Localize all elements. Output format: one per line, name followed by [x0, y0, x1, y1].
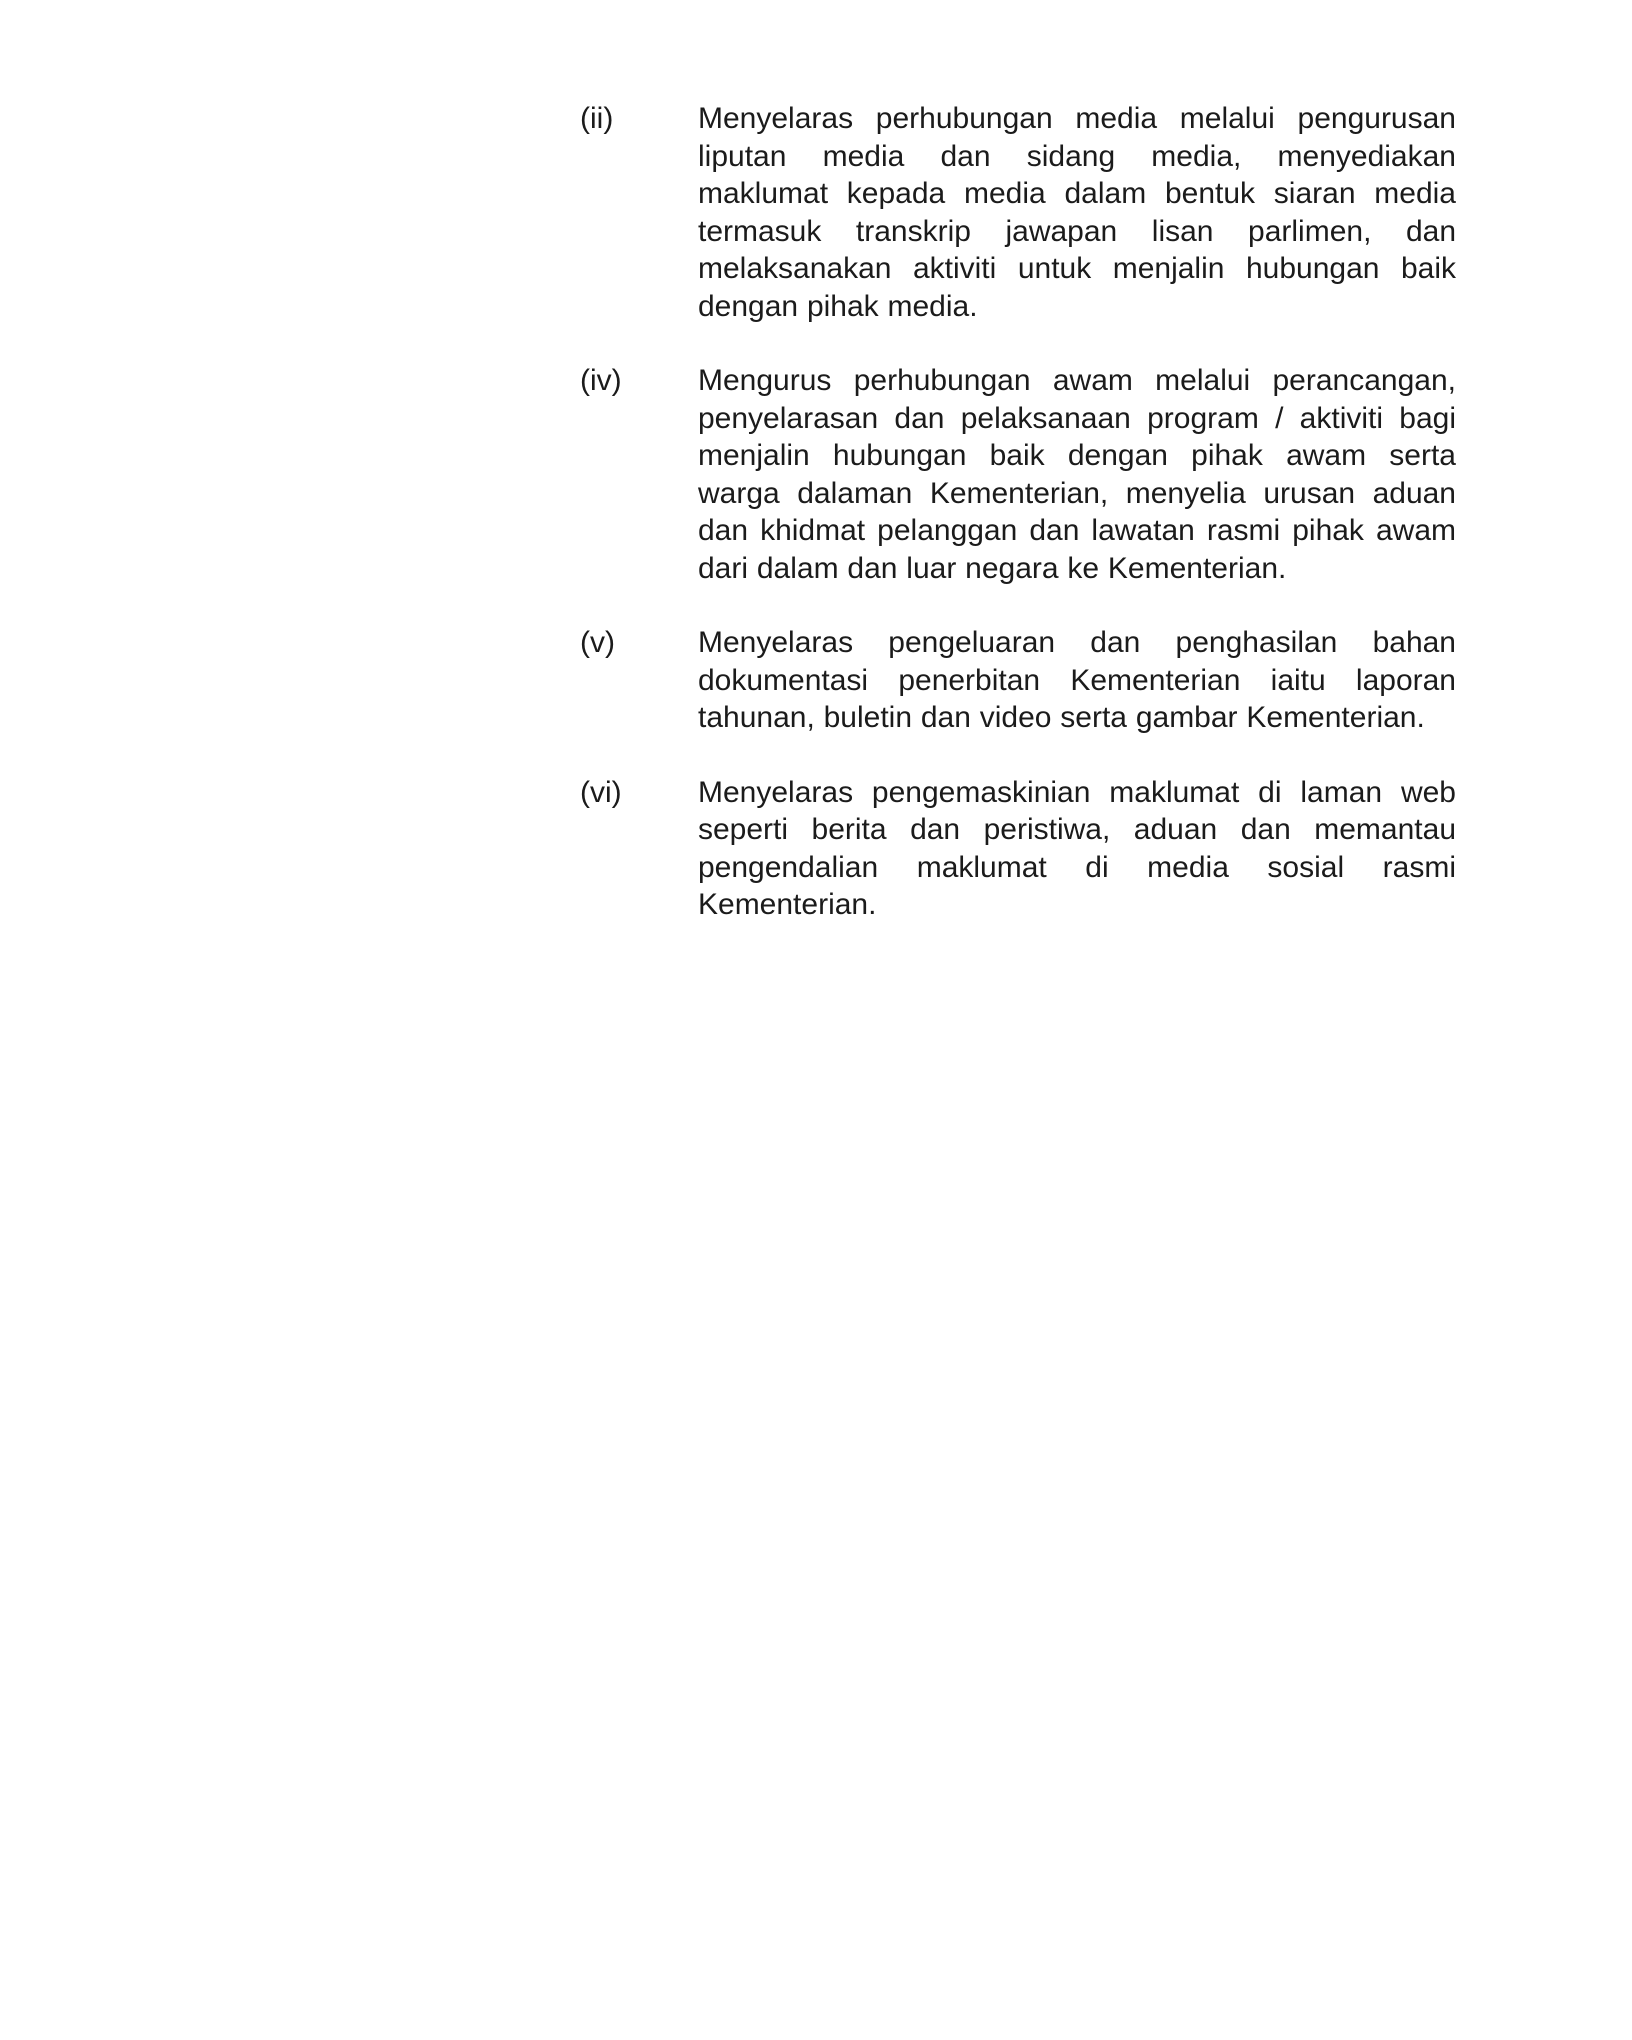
list-item-text: Menyelaras pengeluaran dan penghasilan bahan dokumentasi penerbitan Kementerian iaitu laporan tahunan, buletin dan video serta gambar Kementerian. — [698, 626, 1456, 734]
numbered-list — [580, 100, 1456, 924]
list-item-text: Mengurus perhubungan awam melalui perancangan, penyelarasan dan pelaksanaan program / aktiviti bagi menjalin hubungan baik dengan pihak awam serta warga dalaman Kementerian, menyelia urusan aduan dan khidmat pelanggan dan lawatan rasmi pihak awam dari dalam dan luar negara ke Kementerian. — [698, 364, 1456, 585]
list-item — [580, 624, 1456, 737]
list-item-marker: (iv) — [580, 364, 622, 397]
list-item-marker: (v) — [580, 626, 615, 659]
list-item-text: Menyelaras perhubungan media melalui pengurusan liputan media dan sidang media, menyediakan maklumat kepada media dalam bentuk siaran media termasuk transkrip jawapan lisan parlimen, dan melaksanakan aktiviti untuk menjalin hubungan baik dengan pihak media. — [698, 102, 1456, 323]
list-item — [580, 774, 1456, 924]
list-item — [580, 100, 1456, 325]
list-item-marker: (ii) — [580, 102, 614, 135]
list-item-marker: (vi) — [580, 775, 622, 809]
list-item-text: Menyelaras pengemaskinian maklumat di laman web seperti berita dan peristiwa, aduan dan memantau pengendalian maklumat di media sosial rasmi Kementerian. — [698, 775, 1456, 921]
list-item — [580, 362, 1456, 587]
